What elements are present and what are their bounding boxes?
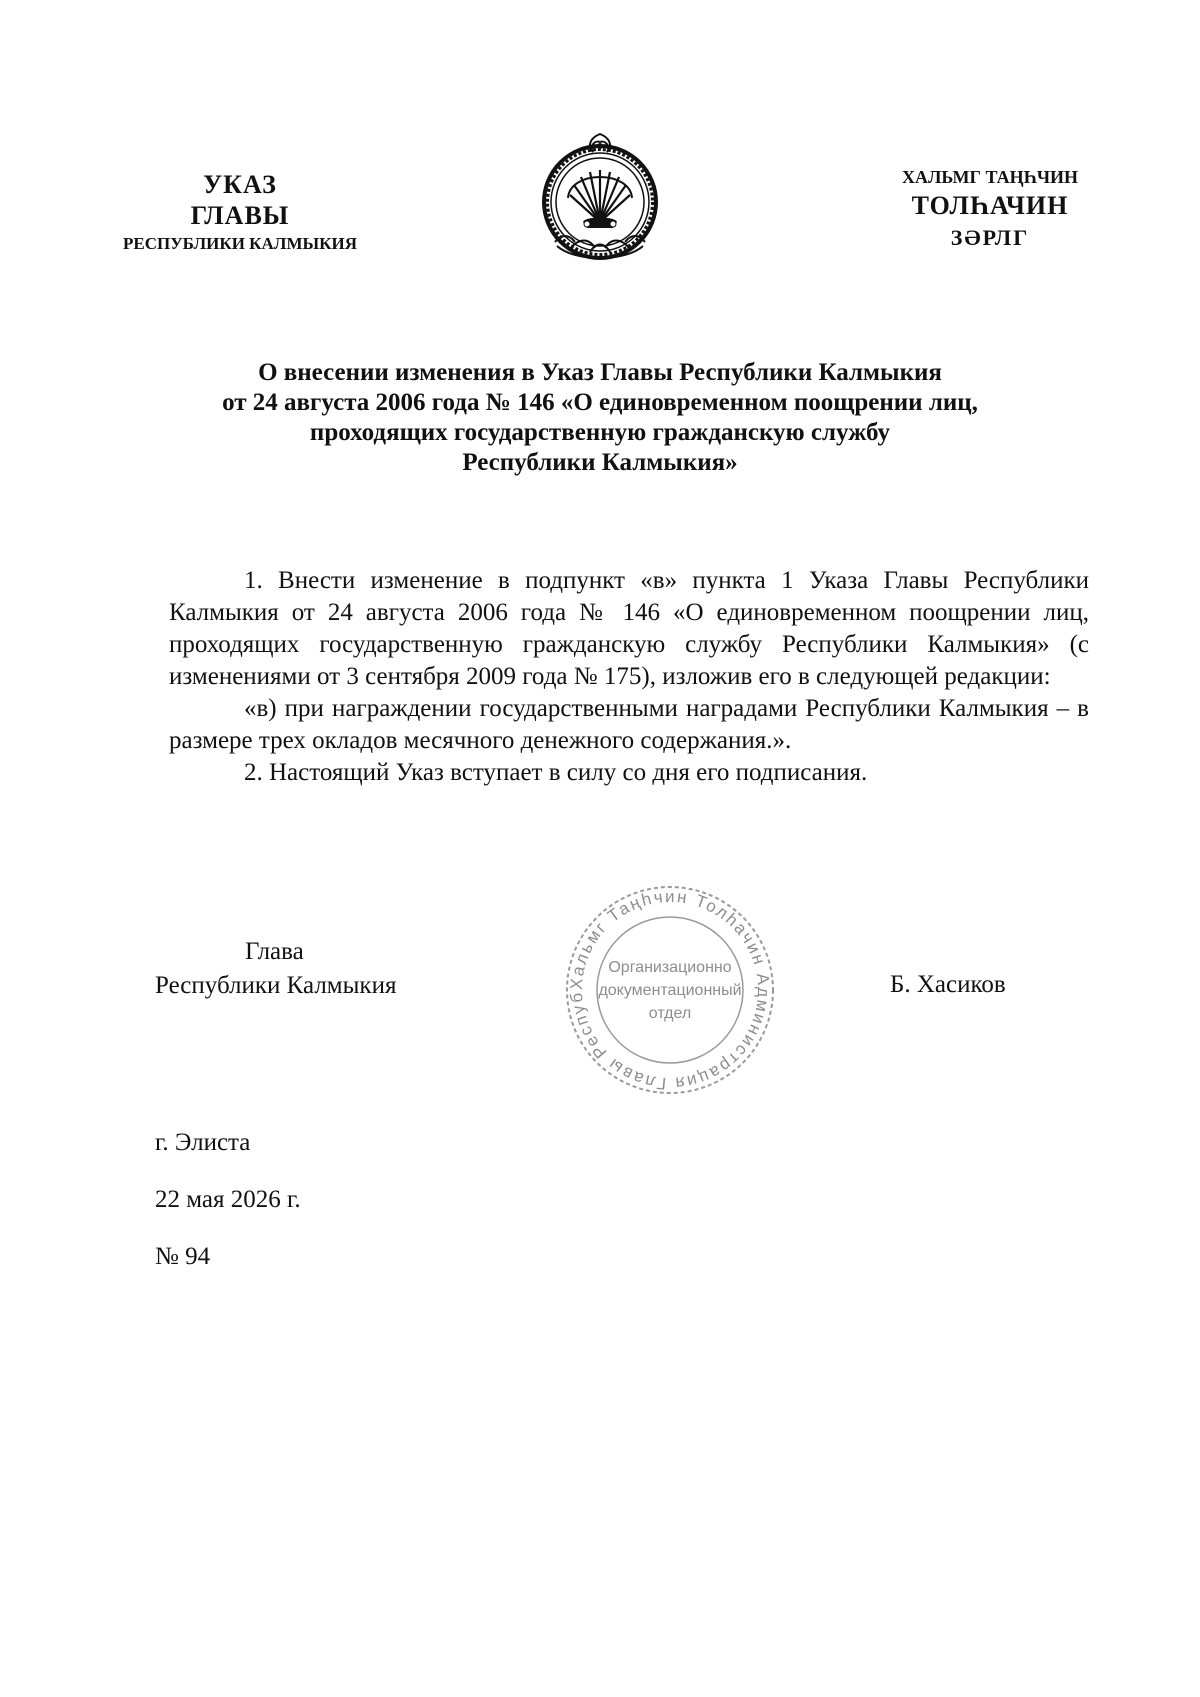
stamp-inner-line2: документационный [598,982,742,999]
official-stamp [555,880,785,1100]
kalmykia-coat-of-arms-icon [535,130,665,270]
footer-date: 22 мая 2026 г. [155,1186,301,1213]
paragraph-1: 1. Внести изменение в подпункт «в» пункта 1 Указа Главы Республики Калмыкия от 24 августа 2006 года № 146 «О единовременном поощрении лиц, проходящих государственную гражданскую службу Республики Калмыкия» (с изменениями от 3 сентября 2009 года № 175), изложив его в следующей редакции: [169,567,1089,690]
title-line4: Республики Калмыкия» [462,449,738,476]
signature-title-line1: Глава [245,938,304,965]
header-right-line3: ЗӘРЛГ [950,225,1030,250]
stamp-inner-line3: отдел [648,1005,692,1022]
header-left-line3: РЕСПУБЛИКИ КАЛМЫКИЯ [122,234,358,253]
stamp-inner-line1: Организационно [608,959,732,976]
document-footer [155,1128,301,1299]
header-left-line2: ГЛАВЫ [190,201,290,230]
title-line2: от 24 августа 2006 года № 146 «О единовременном поощрении лиц, [222,389,978,416]
signatory-name: Б. Хасиков [890,971,1006,998]
footer-number: № 94 [155,1243,211,1270]
footer-city: г. Элиста [155,1129,251,1156]
header-left-line1: УКАЗ [203,170,277,199]
stamp-ring-text: Хальмг Таңһчин Толһачин Администрация Главы Респуб [566,886,774,1094]
title-line1: О внесении изменения в Указ Главы Республики Калмыкия [258,359,942,386]
header-right [845,164,1135,254]
title-line3: проходящих государственную гражданскую службу [309,419,891,446]
header-right-line1: ХАЛЬМГ ТАҢҺЧИН [901,167,1079,187]
paragraph-3: 2. Настоящий Указ вступает в силу со дня его подписания. [244,759,868,786]
signature-title-line2: Республики Калмыкия [155,972,397,999]
document-title [130,358,1070,478]
header-left [90,170,390,256]
signature-title [155,935,396,1003]
paragraph-2: «в) при награждении государственными наградами Республики Калмыкия – в размере трех окладов месячного денежного содержания.». [169,695,1089,754]
header-right-line2: ТОЛҺАЧИН [911,191,1069,220]
document-body [169,565,1089,789]
